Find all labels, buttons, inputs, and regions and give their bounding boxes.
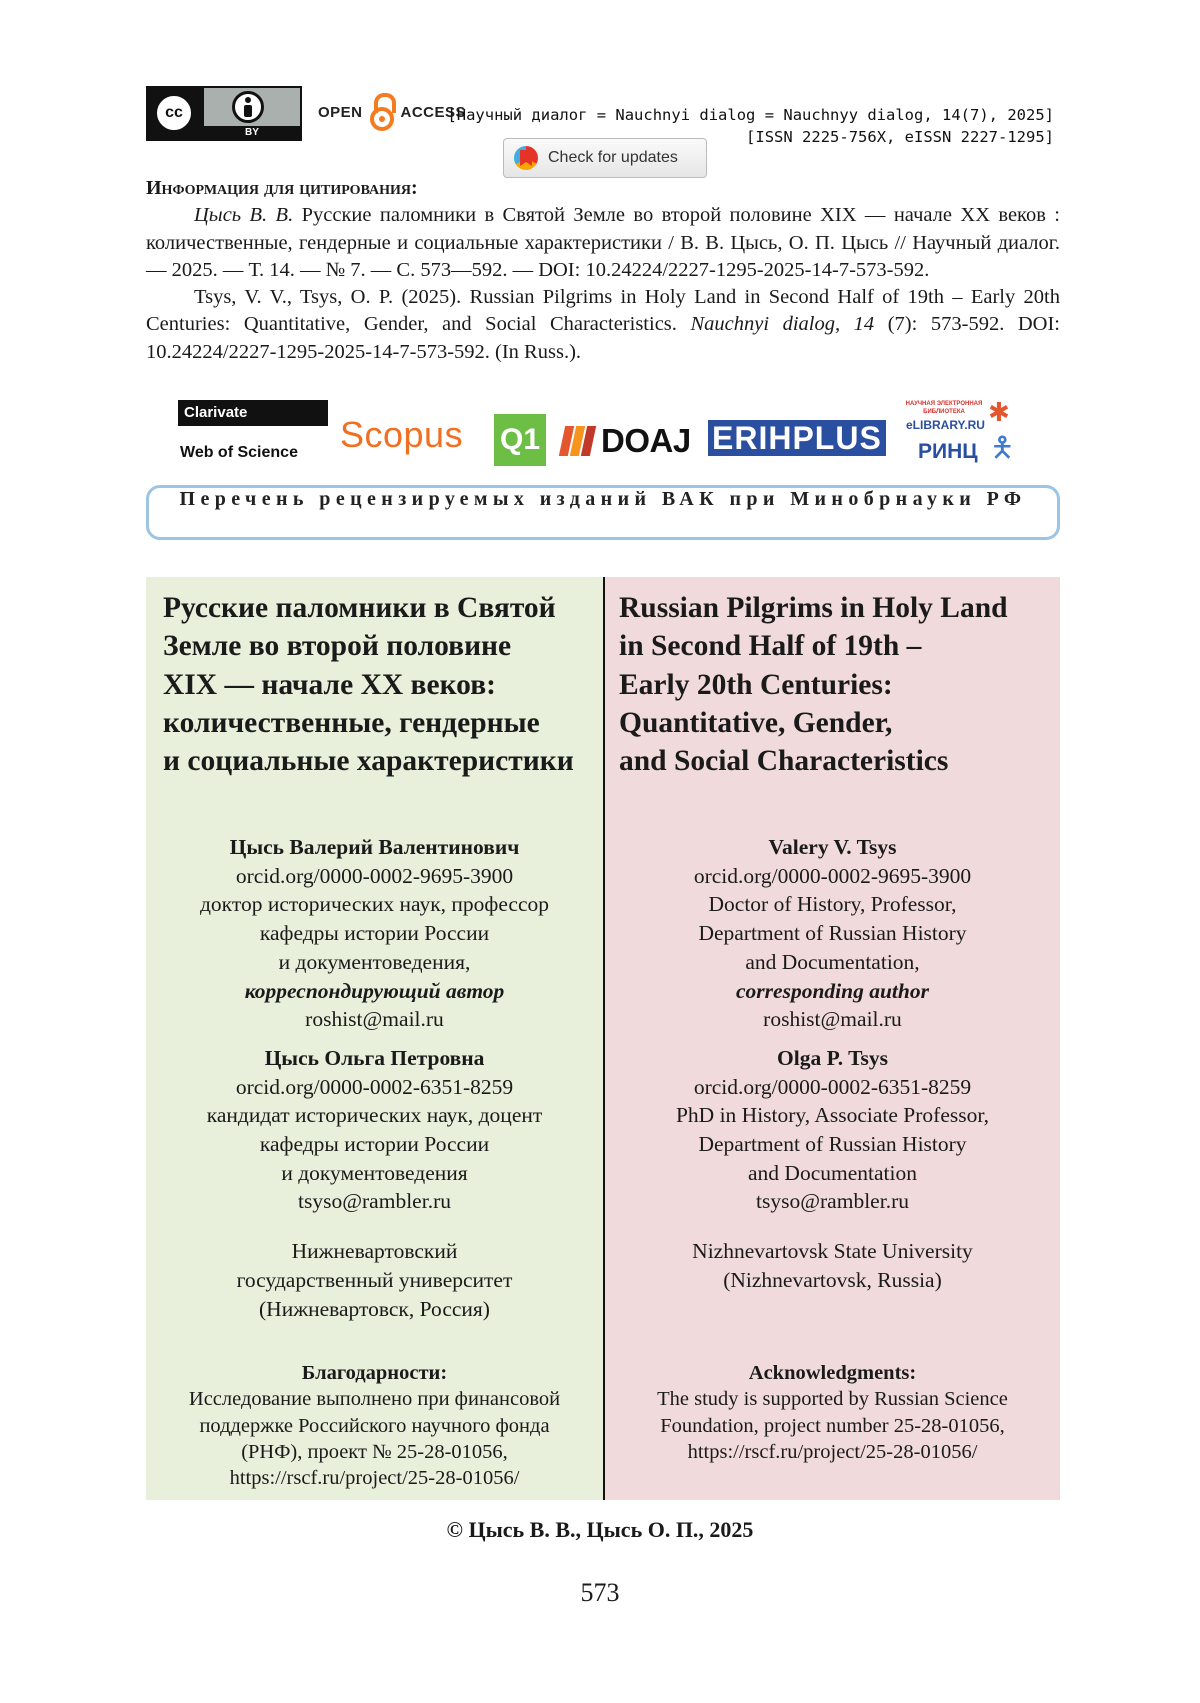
- attribution-person-icon: [232, 91, 264, 123]
- rinc-label: РИНЦ: [918, 440, 978, 463]
- email-link[interactable]: tsyso@rambler.ru: [298, 1189, 451, 1214]
- article-title-ru: [146, 589, 603, 780]
- title-line: и социальные характеристики: [163, 745, 574, 778]
- authors-en: [605, 833, 1060, 1295]
- english-column: [605, 577, 1060, 1500]
- title-line: Русские паломники в Святой: [163, 592, 556, 624]
- acknowledgments-line: The study is supported by Russian Science: [657, 1388, 1008, 1411]
- doaj-logo[interactable]: [562, 422, 691, 460]
- author-block: [146, 1044, 603, 1216]
- elibrary-name: eLIBRARY.RU: [906, 418, 985, 432]
- university-line: государственный университет: [236, 1267, 513, 1292]
- university: [605, 1237, 1060, 1294]
- title-line: and Social Characteristics: [619, 745, 949, 778]
- email-link[interactable]: tsyso@rambler.ru: [756, 1189, 909, 1214]
- citation-block: [146, 175, 1060, 366]
- open-access-access-text: ACCESS: [400, 103, 467, 121]
- journal-reference-line: [Научный диалог = Nauchnyi dialog = Nauchnyy dialog, 14(7), 2025]: [447, 106, 1054, 124]
- affiliation-line: кандидат исторических наук, доцент: [206, 1103, 543, 1128]
- affiliation-line: and Documentation,: [745, 949, 920, 974]
- indexing-logos: [176, 400, 1036, 472]
- russian-column: [146, 577, 603, 1500]
- orcid-link[interactable]: orcid.org/0000-0002-9695-3900: [693, 863, 972, 888]
- author-name: Цысь Валерий Валентинович: [229, 835, 520, 859]
- erihplus-logo[interactable]: ERIHPLUS: [708, 420, 886, 456]
- web-of-science-logo[interactable]: Web of Science: [180, 444, 298, 461]
- affiliation-line: and Documentation: [748, 1160, 917, 1185]
- author-block: [605, 833, 1060, 1034]
- check-for-updates-button[interactable]: [503, 138, 707, 178]
- project-link[interactable]: https://rscf.ru/project/25-28-01056/: [229, 1467, 520, 1490]
- title-line: in Second Half of 19th –: [619, 630, 922, 663]
- citation-en-tail: (7): 573-592. DOI: 10.24224/2227-1295-2025-14-7-573-592. (In Russ.).: [146, 313, 1060, 363]
- citation-ru-text: Русские паломники в Святой Земле во второй половине XIX — начале XX веков : количественные, гендерные и социальные характеристики / В. В. Цысь, О. П. Цысь // Научный диалог. — 2025. — Т. 14. — № 7. — С. 573—592. — DOI: 10.24224/2227-1295-2025-14-7-573-592.: [146, 204, 1060, 281]
- university: [146, 1237, 603, 1323]
- affiliation-line: и документоведения: [281, 1160, 468, 1185]
- crossmark-icon: [514, 146, 538, 170]
- citation-heading: Информация для цитирования:: [146, 177, 418, 199]
- vak-list-banner: Перечень рецензируемых изданий ВАК при Минобрнауки РФ: [146, 485, 1060, 540]
- author-name: Цысь Ольга Петровна: [264, 1045, 485, 1070]
- orcid-link[interactable]: orcid.org/0000-0002-9695-3900: [235, 863, 514, 888]
- university-line: Nizhnevartovsk State University: [692, 1239, 973, 1264]
- affiliation-line: Doctor of History, Professor,: [708, 892, 957, 917]
- cc-icon: cc: [154, 93, 194, 133]
- affiliation-line: кафедры истории России: [259, 1132, 490, 1157]
- email-link[interactable]: roshist@mail.ru: [763, 1007, 902, 1032]
- q1-quartile-badge[interactable]: Q1: [494, 414, 546, 466]
- title-line: количественные, гендерные: [163, 706, 540, 739]
- acknowledgments-heading: Благодарности:: [301, 1362, 448, 1384]
- elibrary-rinc-logo[interactable]: [904, 400, 1014, 472]
- authors-ru: [146, 833, 603, 1323]
- affiliation-line: Department of Russian History: [698, 921, 967, 946]
- affiliation-line: PhD in History, Associate Professor,: [675, 1103, 990, 1128]
- copyright: © Цысь В. В., Цысь О. П., 2025: [446, 1517, 754, 1542]
- doaj-blocks-icon: [562, 426, 595, 456]
- acknowledgments-en: [605, 1360, 1060, 1465]
- title-line: XIX — начале XX веков:: [163, 668, 496, 701]
- corresponding-author-label: corresponding author: [736, 978, 929, 1003]
- university-line: (Нижневартовск, Россия): [259, 1296, 490, 1321]
- title-line: Quantitative, Gender,: [619, 706, 893, 739]
- affiliation-line: кафедры истории России: [259, 921, 490, 946]
- title-line: Russian Pilgrims in Holy Land: [619, 592, 1008, 624]
- elibrary-subtitle: НАУЧНАЯ ЭЛЕКТРОННАЯ БИБЛИОТЕКА: [905, 401, 983, 415]
- title-line: Земле во второй половине: [163, 630, 512, 663]
- check-for-updates-label: Check for updates: [548, 149, 678, 166]
- citation-en-journal: Nauchnyi dialog, 14: [690, 313, 875, 336]
- acknowledgments-line: Foundation, project number 25-28-01056,: [660, 1414, 1005, 1437]
- author-block: [146, 833, 603, 1034]
- asterisk-icon: ✱: [988, 398, 1010, 428]
- project-link[interactable]: https://rscf.ru/project/25-28-01056/: [687, 1440, 978, 1463]
- author-block: [605, 1044, 1060, 1216]
- title-line: Early 20th Centuries:: [619, 668, 893, 701]
- person-figure-icon: 🯅: [990, 431, 1015, 464]
- cc-by-license-badge[interactable]: [146, 86, 302, 141]
- open-access-open-text: OPEN: [318, 103, 363, 121]
- email-link[interactable]: roshist@mail.ru: [305, 1007, 444, 1032]
- by-label: BY: [204, 126, 300, 139]
- acknowledgments-line: Исследование выполнено при финансовой: [188, 1388, 561, 1411]
- orcid-link[interactable]: orcid.org/0000-0002-6351-8259: [235, 1074, 514, 1099]
- doaj-text: DOAJ: [601, 422, 691, 459]
- acknowledgments-heading: Acknowledgments:: [748, 1362, 917, 1384]
- university-line: Нижневартовский: [291, 1239, 458, 1264]
- open-access-logo: [318, 86, 466, 138]
- affiliation-line: и документоведения,: [278, 949, 471, 974]
- scopus-logo[interactable]: Scopus: [340, 414, 464, 455]
- author-name: Olga P. Tsys: [777, 1045, 888, 1070]
- clarivate-logo[interactable]: Clarivate: [178, 400, 328, 426]
- orcid-link[interactable]: orcid.org/0000-0002-6351-8259: [693, 1074, 972, 1099]
- university-line: (Nizhnevartovsk, Russia): [723, 1267, 942, 1292]
- acknowledgments-line: (РНФ), проект № 25-28-01056,: [241, 1440, 508, 1463]
- citation-ru: [146, 202, 1060, 284]
- affiliation-line: доктор исторических наук, профессор: [199, 892, 550, 917]
- issn-line: [ISSN 2225-756X, eISSN 2227-1295]: [746, 128, 1054, 146]
- open-lock-icon: [369, 93, 395, 131]
- citation-en-text: Tsys, V. V., Tsys, O. P. (2025). Russian Pilgrims in Holy Land in Second Half of 19th – Early 20th Centuries: Quantitative, Gender, and Social Characteristics.: [146, 286, 1060, 336]
- acknowledgments-ru: [146, 1360, 603, 1491]
- page-number: 573: [580, 1578, 620, 1607]
- article-title-en: [605, 589, 1060, 780]
- affiliation-line: Department of Russian History: [698, 1132, 967, 1157]
- citation-ru-author: Цысь В. В.: [194, 204, 294, 227]
- citation-en: [146, 284, 1060, 366]
- acknowledgments-line: поддержке Российского научного фонда: [199, 1414, 550, 1437]
- corresponding-author-label: корреспондирующий автор: [244, 978, 505, 1003]
- author-name: Valery V. Tsys: [768, 835, 897, 859]
